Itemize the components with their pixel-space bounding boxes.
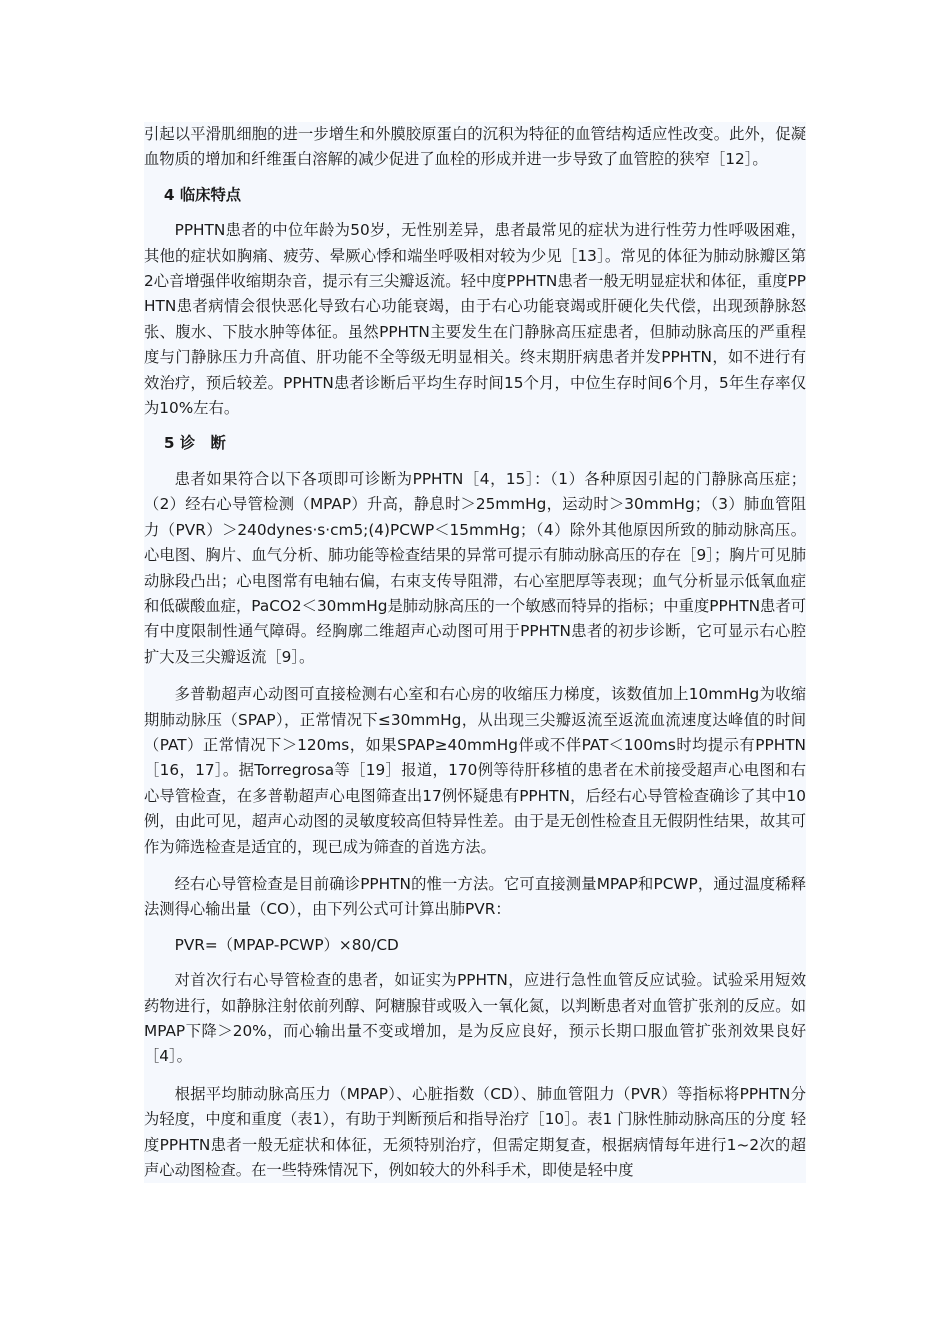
- clinical-paragraph: PPHTN患者的中位年龄为50岁，无性别差异，患者最常见的症状为进行性劳力性呼吸困难，其他的症状如胸痛、疲劳、晕厥心悸和端坐呼吸相对较为少见［13］。常见的体征为肺动脉瓣区第2心音增强伴收缩期杂音，提示有三尖瓣返流。轻中度PPHTN患者一般无明显症状和体征，重度PPHTN患者病情会很快恶化导致右心功能衰竭，由于右心功能衰竭或肝硬化失代偿，出现颈静脉怒张、腹水、下肢水肿等体征。虽然PPHTN主要发生在门静脉高压症患者，但肺动脉高压的严重程度与门静脉压力升高值、肝功能不全等级无明显相关。终末期肝病患者并发PPHTN，如不进行有效治疗，预后较差。PPHTN患者诊断后平均生存时间15个月，中位生存时间6个月，5年生存率仅为10%左右。: [144, 221, 806, 418]
- section-heading-5: 5 诊 断: [163, 434, 226, 453]
- intro-paragraph: 引起以平滑肌细胞的进一步增生和外膜胶原蛋白的沉积为特征的血管结构适应性改变。此外，促凝血物质的增加和纤维蛋白溶解的减少促进了血栓的形成并进一步导致了血管腔的狭窄［12］。: [144, 125, 806, 169]
- pvr-formula: PVR=（MPAP-PCWP）×80/CD: [174, 935, 399, 954]
- diagnosis-paragraph: 患者如果符合以下各项即可诊断为PPHTN［4，15］：（1）各种原因引起的门静脉高压症；（2）经右心导管检测（MPAP）升高，静息时＞25mmHg，运动时＞30mmHg；（3）肺血管阻力（PVR）＞240dynes·s·cm5;(4)PCWP＜15mmHg；（4）除外其他原因所致的肺动脉高压。心电图、胸片、血气分析、肺功能等检查结果的异常可提示有肺动脉高压的存在［9］；胸片可见肺动脉段凸出；心电图常有电轴右偏，右束支传导阻滞，右心室肥厚等表现；血气分析显示低氧血症和低碳酸血症，PaCO2＜30mmHg是肺动脉高压的一个敏感而特异的指标；中重度PPHTN患者可有中度限制性通气障碍。经胸廓二维超声心动图可用于PPHTN患者的初步诊断，它可显示右心腔扩大及三尖瓣返流［9］。: [144, 469, 806, 666]
- catheter-paragraph: 经右心导管检查是目前确诊PPHTN的惟一方法。它可直接测量MPAP和PCWP，通过温度稀释法测得心输出量（CO），由下列公式可计算出肺PVR：: [144, 874, 806, 919]
- vasoreactivity-paragraph: 对首次行右心导管检查的患者，如证实为PPHTN，应进行急性血管反应试验。试验采用短效药物进行，如静脉注射依前列醇、阿糖腺苷或吸入一氧化氮，以判断患者对血管扩张剂的反应。如MPAP下降＞20%，而心输出量不变或增加，是为反应良好，预示长期口服血管扩张剂效果良好［4］。: [144, 971, 806, 1066]
- grading-paragraph: 根据平均肺动脉高压力（MPAP）、心脏指数（CD）、肺血管阻力（PVR）等指标将PPHTN分为轻度，中度和重度（表1），有助于判断预后和指导治疗［10］。表1 门脉性肺动脉高压的分度 轻度PPHTN患者一般无症状和体征，无须特别治疗，但需定期复查，根据病情每年进行1~2次的超声心动图检查。在一些特殊情况下，例如较大的外科手术，即使是轻中度: [144, 1084, 806, 1180]
- section-heading-4: 4 临床特点: [163, 185, 242, 204]
- doppler-paragraph: 多普勒超声心动图可直接检测右心室和右心房的收缩压力梯度，该数值加上10mmHg为收缩期肺动脉压（SPAP），正常情况下≤30mmHg，从出现三尖瓣返流至返流血流速度达峰值的时间（PAT）正常情况下＞120ms，如果SPAP≥40mmHg伴或不伴PAT＜100ms时均提示有PPHTN［16，17］。据Torregrosa等［19］报道，170例等待肝移植的患者在术前接受超声心电图和右心导管检查，在多普勒超声心电图筛查出17例怀疑患有PPHTN，后经右心导管检查确诊了其中10例，由此可见，超声心动图的灵敏度较高但特异性差。由于是无创性检查且无假阴性结果，故其可作为筛选检查是适宜的，现已成为筛查的首选方法。: [144, 685, 806, 856]
- document-body: [144, 122, 806, 1183]
